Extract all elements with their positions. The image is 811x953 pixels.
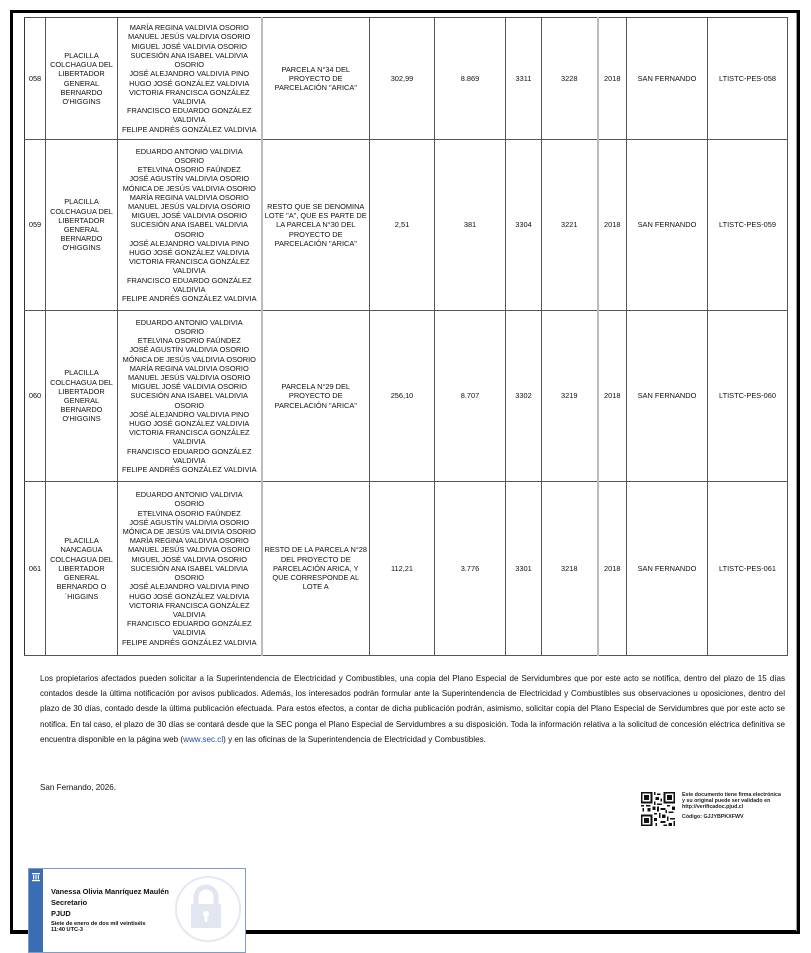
owner-name: HUGO JOSÉ GONZÁLEZ VALDIVIA (129, 419, 250, 428)
row-owners (118, 140, 262, 311)
verification-code: Código: GJJYBPKXFWV (682, 814, 744, 820)
qr-code-icon (641, 792, 675, 826)
owner-name: JOSÉ ALEJANDRO VALDIVIA PINO (129, 582, 250, 592)
owner-name: MARÍA REGINA VALDIVIA OSORIO (129, 536, 249, 546)
owner-name: EDUARDO ANTONIO VALDIVIA OSORIO (135, 317, 243, 336)
row-commune: SAN FERNANDO (627, 311, 708, 482)
row-code: LTISTC-PES-060 (708, 311, 788, 482)
easement-table (24, 17, 788, 656)
owner-name: HUGO JOSÉ GONZÁLEZ VALDIVIA (129, 248, 250, 257)
owner-name: FELIPE ANDRÉS GONZÁLEZ VALDIVIA (121, 294, 257, 304)
signer-name: Vanessa Olivia Manríquez Maulén (51, 887, 169, 896)
signature-box (28, 868, 246, 953)
owner-name: ETELVINA OSORIO FAÚNDEZ (137, 508, 241, 518)
row-value-1: 3304 (506, 140, 542, 311)
document-page (10, 10, 800, 934)
row-year: 2018 (598, 482, 627, 656)
row-length: 112,21 (370, 482, 435, 656)
row-length: 302,99 (370, 18, 435, 140)
owner-name: EDUARDO ANTONIO VALDIVIA OSORIO (135, 490, 243, 509)
owner-name: MIGUEL JOSÉ VALDIVIA OSORIO (131, 382, 247, 392)
owner-name: SUCESIÓN ANA ISABEL VALDIVIA OSORIO (130, 391, 248, 410)
owner-name: EDUARDO ANTONIO VALDIVIA OSORIO (135, 146, 243, 165)
row-length: 256,10 (370, 311, 435, 482)
notice-text-end: ) y en las oficinas de la Superintendencia de Electricidad y Combustibles. (223, 734, 486, 744)
row-value-1: 3311 (506, 18, 542, 140)
row-value-1: 3301 (506, 482, 542, 656)
notice-text: Los propietarios afectados pueden solicitar a la Superintendencia de Electricidad y Combustibles, una copia del Plano Especial de Servidumbres que por este acto se notifica, dentro del plazo de 15 días contados desde la última notificación por avisos publicados. Además, los interesados podrán formular ante la Superintendencia de Electricidad y Combustibles sus observaciones u oposiciones, dentro del plazo de 30 días, contado desde la última publicación efectuada. Para estos efectos, a contar de dicha publicación podrán, asimismo, solicitar copia del Plano Especial de Servidumbres que por este acto se notifica. En tal caso, el plazo de 30 días se contará desde que la SEC ponga el Plano Especial de Servidumbres a su disposición. Toda la información relativa a la solicitud de concesión eléctrica definitiva se encuentra disponible en la página web ( (40, 674, 785, 744)
row-code: LTISTC-PES-061 (708, 482, 788, 656)
owner-name: HUGO JOSÉ GONZÁLEZ VALDIVIA (129, 591, 250, 601)
row-description: PARCELA N°29 DEL PROYECTO DE PARCELACIÓN "ARICA" (262, 311, 370, 482)
row-description: PARCELA N°34 DEL PROYECTO DE PARCELACIÓN "ARICA" (262, 18, 370, 140)
row-location: PLACILLA COLCHAGUA DEL LIBERTADOR GENERAL BERNARDO O'HIGGINS (46, 311, 118, 482)
row-description: RESTO DE LA PARCELA N°28 DEL PROYECTO DE PARCELACIÓN ARICA, Y QUE CORRESPONDE AL LOTE A (262, 482, 370, 656)
row-length: 2,51 (370, 140, 435, 311)
owner-name: VICTORIA FRANCISCA GONZÁLEZ VALDIVIA (128, 87, 250, 106)
courthouse-icon (31, 872, 41, 882)
owner-name: FRANCISCO EDUARDO GONZÁLEZ VALDIVIA (127, 446, 252, 465)
row-number: 061 (25, 482, 46, 656)
owner-name: MANUEL JESÚS VALDIVIA OSORIO (128, 32, 251, 42)
row-owners (118, 482, 262, 656)
owner-name: JOSÉ ALEJANDRO VALDIVIA PINO (129, 238, 250, 248)
row-year: 2018 (598, 18, 627, 140)
row-code: LTISTC-PES-059 (708, 140, 788, 311)
owner-name: VICTORIA FRANCISCA GONZÁLEZ VALDIVIA (128, 428, 250, 447)
owner-name: SUCESIÓN ANA ISABEL VALDIVIA OSORIO (130, 50, 248, 70)
owner-name: ETELVINA OSORIO FAÚNDEZ (137, 336, 241, 346)
row-value-2: 3219 (542, 311, 598, 482)
signature-time: 11:40 UTC-3 (51, 927, 84, 933)
row-area: 3.776 (435, 482, 506, 656)
owner-name: FELIPE ANDRÉS GONZÁLEZ VALDIVIA (121, 124, 257, 134)
owner-name: FRANCISCO EDUARDO GONZÁLEZ VALDIVIA (127, 275, 252, 294)
row-value-2: 3221 (542, 140, 598, 311)
row-value-2: 3218 (542, 482, 598, 656)
row-year: 2018 (598, 311, 627, 482)
row-area: 381 (435, 140, 506, 311)
signature-date: Siete de enero de dos mil veintiséis (51, 921, 146, 927)
row-description: RESTO QUE SE DENOMINA LOTE "A", QUE ES PARTE DE LA PARCELA N°30 DEL PROYECTO DE PARCELACIÓN "ARICA" (262, 140, 370, 311)
verification-line-1: Este documento tiene firma electrónica (682, 792, 781, 798)
verification-notice (682, 792, 811, 820)
row-commune: SAN FERNANDO (627, 482, 708, 656)
signature-timestamp (51, 921, 146, 933)
row-owners (118, 311, 262, 482)
owner-name: JOSÉ AGUSTÍN VALDIVIA OSORIO (129, 345, 250, 355)
row-year: 2018 (598, 140, 627, 311)
owner-name: JOSÉ AGUSTÍN VALDIVIA OSORIO (129, 174, 250, 184)
row-location: PLACILLA COLCHAGUA DEL LIBERTADOR GENERAL BERNARDO O'HIGGINS (46, 140, 118, 311)
owner-name: FELIPE ANDRÉS GONZÁLEZ VALDIVIA (121, 465, 257, 475)
row-number: 060 (25, 311, 46, 482)
owner-name: JOSÉ ALEJANDRO VALDIVIA PINO (129, 409, 250, 419)
owner-name: JOSÉ ALEJANDRO VALDIVIA PINO (129, 69, 250, 79)
row-location: PLACILLA COLCHAGUA DEL LIBERTADOR GENERAL BERNARDO O'HIGGINS (46, 18, 118, 140)
signer-role: Secretario (51, 898, 88, 907)
owner-name: MARÍA REGINA VALDIVIA OSORIO (129, 192, 249, 202)
table-body (25, 18, 788, 656)
owner-name: MÓNICA DE JESÚS VALDIVIA OSORIO (122, 183, 256, 193)
row-owners (118, 18, 262, 140)
owner-name: MARÍA REGINA VALDIVIA OSORIO (129, 23, 249, 33)
verification-line-2: y su original puede ser validado en (682, 798, 771, 804)
owner-name: VICTORIA FRANCISCA GONZÁLEZ VALDIVIA (128, 257, 250, 276)
owner-name: MÓNICA DE JESÚS VALDIVIA OSORIO (122, 527, 256, 537)
owner-name: JOSÉ AGUSTÍN VALDIVIA OSORIO (129, 517, 250, 527)
notice-paragraph (40, 671, 785, 747)
owner-name: FRANCISCO EDUARDO GONZÁLEZ VALDIVIA (127, 106, 252, 125)
owner-name: MIGUEL JOSÉ VALDIVIA OSORIO (131, 41, 247, 51)
row-commune: SAN FERNANDO (627, 140, 708, 311)
sec-link[interactable]: www.sec.cl (183, 734, 224, 744)
owner-name: MÓNICA DE JESÚS VALDIVIA OSORIO (122, 354, 256, 364)
table-row (25, 311, 788, 482)
row-number: 059 (25, 140, 46, 311)
table-row (25, 482, 788, 656)
owner-name: VICTORIA FRANCISCA GONZÁLEZ VALDIVIA (128, 600, 250, 619)
owner-name: MANUEL JESÚS VALDIVIA OSORIO (128, 372, 251, 382)
owner-name: HUGO JOSÉ GONZÁLEZ VALDIVIA (129, 78, 250, 88)
row-value-1: 3302 (506, 311, 542, 482)
row-location: PLACILLA NANCAGUA COLCHAGUA DEL LIBERTADOR GENERAL BERNARDO O´HIGGINS (46, 482, 118, 656)
owner-name: FRANCISCO EDUARDO GONZÁLEZ VALDIVIA (127, 619, 252, 638)
row-area: 8.707 (435, 311, 506, 482)
row-value-2: 3228 (542, 18, 598, 140)
owner-name: MIGUEL JOSÉ VALDIVIA OSORIO (131, 554, 247, 564)
row-area: 8.869 (435, 18, 506, 140)
signature-accent-bar (29, 869, 43, 952)
row-number: 058 (25, 18, 46, 140)
table-row (25, 18, 788, 140)
row-code: LTISTC-PES-058 (708, 18, 788, 140)
owner-name: FELIPE ANDRÉS GONZÁLEZ VALDIVIA (121, 637, 257, 647)
owner-name: SUCESIÓN ANA ISABEL VALDIVIA OSORIO (130, 220, 248, 239)
place-date: San Fernando, 2026. (40, 783, 117, 792)
owner-name: MIGUEL JOSÉ VALDIVIA OSORIO (131, 211, 247, 221)
owner-name: SUCESIÓN ANA ISABEL VALDIVIA OSORIO (130, 563, 248, 583)
owner-name: MANUEL JESÚS VALDIVIA OSORIO (128, 201, 251, 211)
table-row (25, 140, 788, 311)
row-commune: SAN FERNANDO (627, 18, 708, 140)
owner-name: MANUEL JESÚS VALDIVIA OSORIO (128, 545, 251, 555)
owner-name: ETELVINA OSORIO FAÚNDEZ (137, 165, 241, 175)
lock-icon (187, 884, 225, 930)
owner-name: MARÍA REGINA VALDIVIA OSORIO (129, 363, 249, 373)
signer-organization: PJUD (51, 909, 71, 918)
verification-url[interactable]: http://verificadoc.pjud.cl (682, 804, 744, 810)
